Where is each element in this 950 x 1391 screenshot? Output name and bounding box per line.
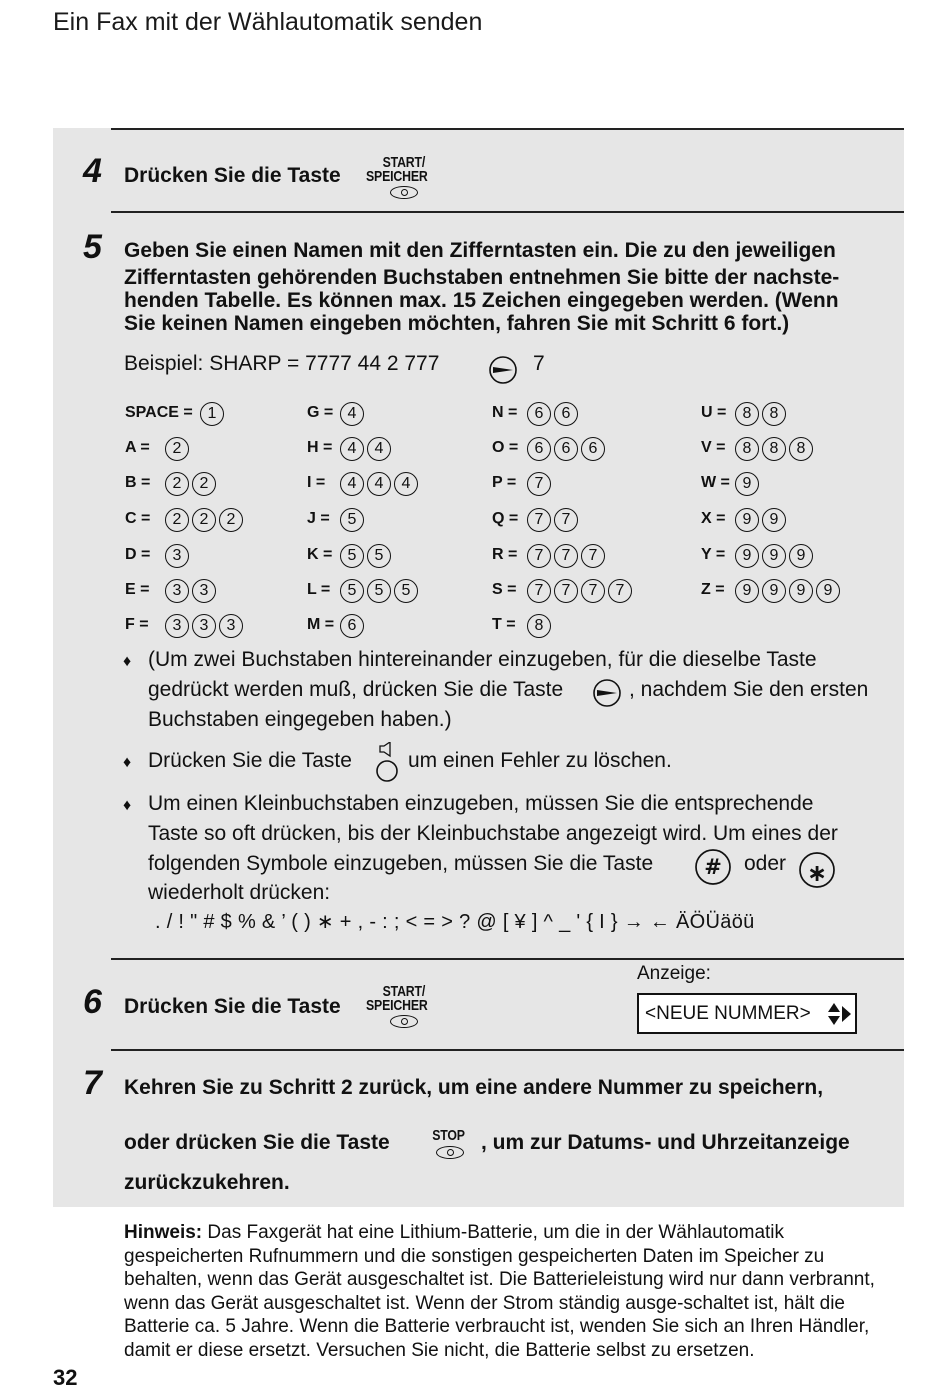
bullet-1-line: Buchstaben eingegeben haben.)	[148, 708, 452, 731]
number-key-icon: 4	[340, 472, 364, 496]
key-sequence	[735, 579, 843, 603]
letter-label: U =	[701, 404, 727, 421]
step-4-text: Drücken Sie die Taste	[124, 164, 341, 187]
key-sequence	[200, 402, 227, 426]
bullet-icon: ♦	[123, 797, 132, 814]
letter-label: Z =	[701, 581, 725, 598]
key-sequence	[735, 472, 762, 496]
number-key-icon: 9	[762, 579, 786, 603]
letter-label: D =	[125, 546, 151, 563]
key-sequence	[340, 579, 421, 603]
key-sequence	[527, 472, 554, 496]
number-key-icon: 8	[527, 614, 551, 638]
letter-label: V =	[701, 439, 726, 456]
up-down-arrow-icon	[827, 1001, 853, 1032]
letter-label: H =	[307, 439, 333, 456]
bullet-3-line: folgenden Symbole einzugeben, müssen Sie die Taste	[148, 852, 654, 875]
number-key-icon: 6	[554, 402, 578, 426]
number-key-icon: 5	[340, 508, 364, 532]
bullet-icon: ♦	[123, 754, 132, 771]
key-sequence	[165, 579, 219, 603]
number-key-icon: 8	[735, 437, 759, 461]
letter-label: A =	[125, 439, 150, 456]
key-sequence	[165, 472, 219, 496]
step-number: 7	[83, 1064, 102, 1102]
number-key-icon: 2	[219, 508, 243, 532]
number-key-icon: 2	[165, 472, 189, 496]
step-6-text: Drücken Sie die Taste	[124, 995, 341, 1018]
number-key-icon: 3	[192, 614, 216, 638]
divider	[111, 958, 904, 960]
step-5-line: Zifferntasten gehörenden Buchstaben entnehmen Sie bitte der nachste-	[124, 266, 840, 289]
letter-label: F =	[125, 616, 149, 633]
key-label-speicher: SPEICHER	[366, 168, 428, 185]
number-key-icon: 9	[789, 579, 813, 603]
stop-key	[428, 1129, 478, 1159]
step-number: 5	[83, 228, 102, 266]
step-7-line: zurückzukehren.	[124, 1171, 290, 1194]
number-key-icon: 9	[816, 579, 840, 603]
divider	[111, 211, 904, 213]
number-key-icon: 8	[789, 437, 813, 461]
key-oval-icon	[436, 1146, 464, 1159]
bullet-2-text: Drücken Sie die Taste	[148, 749, 352, 772]
number-key-icon: 8	[735, 402, 759, 426]
letter-label: O =	[492, 439, 519, 456]
step-7-line: oder drücken Sie die Taste	[124, 1131, 390, 1154]
start-speicher-key	[364, 156, 444, 199]
letter-label: G =	[307, 404, 334, 421]
key-label-stop: STOP	[432, 1127, 465, 1144]
key-sequence	[340, 472, 421, 496]
number-key-icon: 7	[554, 544, 578, 568]
key-sequence	[165, 508, 246, 532]
page-number: 32	[53, 1365, 78, 1390]
letter-label: N =	[492, 404, 518, 421]
page-header-title: Ein Fax mit der Wählautomatik senden	[53, 8, 483, 36]
letter-label: P =	[492, 474, 517, 491]
number-key-icon: 4	[340, 437, 364, 461]
symbol-list: . / ! " # $ % & ’ ( ) ∗ + , - : ; < = > ? @ [ ¥ ] ^ _ ' { I } → ← ÄÖÜäöü	[155, 911, 755, 933]
letter-label: M =	[307, 616, 335, 633]
number-key-icon: 2	[165, 508, 189, 532]
number-key-icon: 6	[581, 437, 605, 461]
key-label-start: START/	[382, 154, 426, 171]
key-label-start: START/	[382, 983, 426, 1000]
divider	[111, 128, 904, 130]
number-key-icon: 3	[165, 614, 189, 638]
number-key-icon: 6	[554, 437, 578, 461]
letter-label: S =	[492, 581, 517, 598]
letter-label: T =	[492, 616, 516, 633]
key-sequence	[527, 544, 608, 568]
number-key-icon: 8	[762, 437, 786, 461]
note-paragraph	[124, 1221, 894, 1362]
key-sequence	[735, 508, 789, 532]
step-7-line: Kehren Sie zu Schritt 2 zurück, um eine andere Nummer zu speichern,	[124, 1076, 824, 1099]
step-7-line: , um zur Datums- und Uhrzeitanzeige	[481, 1131, 850, 1154]
number-key-icon: 7	[581, 544, 605, 568]
number-key-icon: 5	[340, 544, 364, 568]
svg-text:#: #	[704, 855, 722, 879]
advance-key-icon	[592, 679, 622, 707]
number-key-icon: 3	[192, 579, 216, 603]
key-sequence	[340, 614, 367, 638]
number-key-icon: 6	[527, 437, 551, 461]
number-key-icon: 3	[219, 614, 243, 638]
letter-label: L =	[307, 581, 331, 598]
number-key-icon: 3	[165, 544, 189, 568]
number-key-icon: 9	[762, 544, 786, 568]
key-oval-icon	[390, 1015, 418, 1028]
number-key-icon: 4	[340, 402, 364, 426]
advance-key-icon	[488, 356, 518, 384]
star-key-icon	[798, 851, 836, 889]
number-key-icon: 9	[789, 544, 813, 568]
bullet-3-line: wiederholt drücken:	[148, 881, 331, 904]
display-label: Anzeige:	[637, 963, 711, 984]
number-key-icon: 5	[367, 579, 391, 603]
number-key-icon: 9	[735, 544, 759, 568]
number-key-icon: 2	[192, 472, 216, 496]
letter-label: J =	[307, 510, 330, 527]
letter-label: Y =	[701, 546, 726, 563]
letter-label: R =	[492, 546, 518, 563]
number-key-icon: 7	[527, 472, 551, 496]
number-key-icon: 7	[554, 508, 578, 532]
number-key-icon: 7	[527, 579, 551, 603]
key-label-speicher: SPEICHER	[366, 997, 428, 1014]
example-text: Beispiel: SHARP = 7777 44 2 777	[124, 352, 440, 375]
step-number: 4	[83, 152, 102, 190]
note-label: Hinweis:	[124, 1222, 203, 1243]
key-sequence	[527, 437, 608, 461]
letter-label: Q =	[492, 510, 519, 527]
number-key-icon: 5	[367, 544, 391, 568]
key-sequence	[340, 544, 394, 568]
key-sequence	[165, 544, 192, 568]
key-sequence	[735, 437, 816, 461]
number-key-icon: 4	[367, 437, 391, 461]
key-sequence	[340, 508, 367, 532]
key-sequence	[527, 402, 581, 426]
letter-label: SPACE =	[125, 404, 193, 421]
bullet-3-line: Taste so oft drücken, bis der Kleinbuchstabe angezeigt wird. Um eines der	[148, 822, 838, 845]
note-text: Das Faxgerät hat eine Lithium-Batterie, um die in der Wählautomatik gespeicherten Rufnummern und die sonstigen gespeicherten Daten im Speicher zu behalten, wenn das Gerät ausgeschaltet ist. Die Batterieleistung wird nur dann verbrannt, wenn das Gerät ausgeschaltet ist. Wenn der Strom ständig ausge-schaltet ist, hält die Batterie ca. 5 Jahre. Wenn die Batterie verbraucht ist, wenden Sie sich an Ihren Händler, damit er diese ersetzt. Versuchen Sie nicht, die Batterie selbst zu ersetzen.	[124, 1222, 875, 1361]
number-key-icon: 9	[762, 508, 786, 532]
number-key-icon: 1	[200, 402, 224, 426]
number-key-icon: 9	[735, 472, 759, 496]
svg-text:∗: ∗	[806, 859, 828, 887]
number-key-icon: 9	[735, 508, 759, 532]
letter-label: C =	[125, 510, 151, 527]
key-sequence	[735, 402, 789, 426]
number-key-icon: 4	[394, 472, 418, 496]
step-5-line: henden Tabelle. Es können max. 15 Zeichen eingegeben werden. (Wenn	[124, 289, 839, 312]
number-key-icon: 3	[165, 579, 189, 603]
bullet-icon: ♦	[123, 653, 132, 670]
number-key-icon: 4	[367, 472, 391, 496]
letter-label: I =	[307, 474, 326, 491]
key-sequence	[527, 614, 554, 638]
key-sequence	[340, 402, 367, 426]
letter-label: B =	[125, 474, 151, 491]
number-key-icon: 7	[527, 508, 551, 532]
display-box	[637, 993, 857, 1034]
number-key-icon: 7	[608, 579, 632, 603]
number-key-icon: 9	[735, 579, 759, 603]
number-key-icon: 6	[527, 402, 551, 426]
bullet-3-line: Um einen Kleinbuchstaben einzugeben, müssen Sie die entsprechende	[148, 792, 814, 815]
hash-key-icon	[694, 848, 732, 886]
letter-label: E =	[125, 581, 150, 598]
number-key-icon: 7	[554, 579, 578, 603]
key-sequence	[527, 508, 581, 532]
number-key-icon: 8	[762, 402, 786, 426]
key-oval-icon	[390, 186, 418, 199]
key-sequence	[527, 579, 635, 603]
number-key-icon: 6	[340, 614, 364, 638]
example-suffix: 7	[533, 352, 545, 375]
key-sequence	[165, 614, 246, 638]
letter-label: W =	[701, 474, 730, 491]
divider	[111, 1049, 904, 1051]
bullet-1-line: (Um zwei Buchstaben hintereinander einzugeben, für die dieselbe Taste	[148, 648, 817, 671]
start-speicher-key	[364, 985, 444, 1028]
display-value: <NEUE NUMMER>	[645, 1003, 811, 1024]
key-sequence	[735, 544, 816, 568]
number-key-icon: 5	[394, 579, 418, 603]
step-number: 6	[83, 983, 102, 1021]
speaker-key-icon	[374, 742, 400, 782]
number-key-icon: 5	[340, 579, 364, 603]
number-key-icon: 7	[527, 544, 551, 568]
number-key-icon: 7	[581, 579, 605, 603]
step-5-line: Geben Sie einen Namen mit den Zifferntasten ein. Die zu den jeweiligen	[124, 239, 836, 262]
bullet-1-line: , nachdem Sie den ersten	[629, 678, 869, 701]
step-5-line: Sie keinen Namen eingeben möchten, fahren Sie mit Schritt 6 fort.)	[124, 312, 790, 335]
letter-label: K =	[307, 546, 333, 563]
bullet-3-line: oder	[744, 852, 787, 875]
key-sequence	[165, 437, 192, 461]
key-sequence	[340, 437, 394, 461]
letter-label: X =	[701, 510, 726, 527]
bullet-2-text: um einen Fehler zu löschen.	[408, 749, 672, 772]
bullet-1-line: gedrückt werden muß, drücken Sie die Taste	[148, 678, 564, 701]
number-key-icon: 2	[192, 508, 216, 532]
number-key-icon: 2	[165, 437, 189, 461]
